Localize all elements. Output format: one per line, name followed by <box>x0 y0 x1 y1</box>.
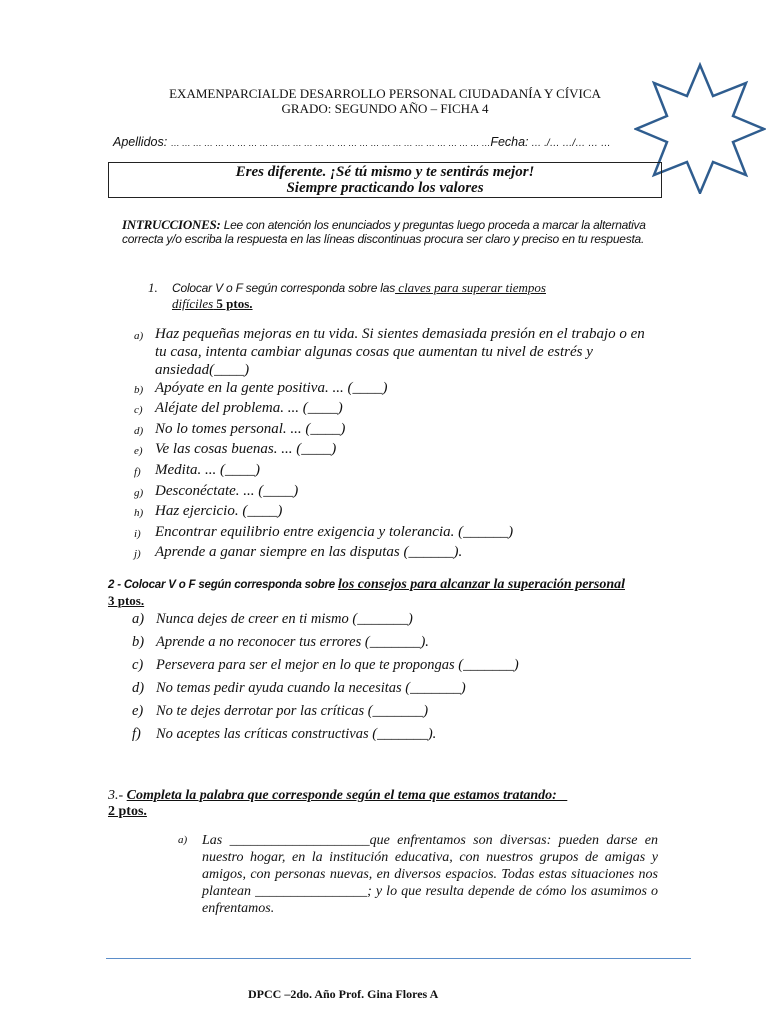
list-item <box>134 420 655 438</box>
apellidos-field[interactable]: … … … … … … … … … … … … … … … … … … … … … … … … … … … … … <box>170 138 491 148</box>
apellidos-label: Apellidos: <box>113 135 168 149</box>
item-marker: d) <box>134 425 144 437</box>
fecha-label: Fecha: <box>490 135 529 149</box>
list-item <box>132 725 656 743</box>
list-item <box>134 523 655 541</box>
item-marker: i) <box>134 528 141 540</box>
item-text: Nunca dejes de creer en ti mismo (_______) <box>156 611 413 627</box>
item-text: Medita. ... (____) <box>155 462 260 478</box>
motto-line-1: Eres diferente. ¡Sé tú mismo y te sentirás mejor! <box>235 164 535 180</box>
item-text: Encontrar equilibrio entre exigencia y tolerancia. (______) <box>155 524 514 540</box>
section1-heading-part2: claves para superar tiempos <box>395 280 546 295</box>
section1-number: 1. <box>148 280 158 295</box>
list-item <box>134 325 655 379</box>
footer-divider <box>106 958 691 959</box>
list-item <box>134 461 655 479</box>
section3-text: Las ____________________que enfrentamos son diversas: pueden darse en nuestro hogar, en la institución educativa, con nuestros grupos de amigas y amigos, con personas nuevas, en diversos espacios. Todas estas situaciones nos plantean ________________; y lo que resulta depende de cómo los asumimos o enfrentamos. <box>202 833 658 916</box>
item-text: Desconéctate. ... (____) <box>155 483 299 499</box>
section3-heading <box>108 788 668 820</box>
item-text: Persevera para ser el mejor en lo que te propongas (_______) <box>156 657 519 673</box>
list-item <box>132 679 656 697</box>
footer-text: DPCC –2do. Año Prof. Gina Flores A <box>248 987 439 1001</box>
list-item <box>134 379 655 397</box>
item-text: No te dejes derrotar por las críticas (_______) <box>156 703 429 719</box>
section1-heading <box>148 280 608 311</box>
list-item <box>132 633 656 651</box>
list-item <box>134 543 655 561</box>
instructions-text: Lee con atención los enunciados y preguntas luego proceda a marcar la alternativa correcta y/o escriba la respuesta en las líneas discontinuas procura ser claro y preciso en tu respuesta. <box>122 218 646 246</box>
list-item <box>134 482 655 500</box>
item-text: No aceptes las críticas constructivas (_______). <box>156 726 437 742</box>
list-item <box>132 656 656 674</box>
item-marker: f) <box>132 726 141 742</box>
item-text: No temas pedir ayuda cuando la necesitas (_______) <box>156 680 466 696</box>
item-marker: e) <box>132 703 144 719</box>
item-marker: a) <box>178 834 188 846</box>
item-marker: g) <box>134 487 144 499</box>
item-marker: c) <box>134 404 143 416</box>
list-item <box>134 399 655 417</box>
item-marker: d) <box>132 680 145 696</box>
section1-heading-part1: Colocar V o F según corresponda sobre las <box>172 281 396 295</box>
item-text: No lo tomes personal. ... (____) <box>155 421 346 437</box>
list-item <box>134 502 655 520</box>
item-marker: b) <box>132 634 145 650</box>
instructions-label: INTRUCCIONES: <box>122 217 221 232</box>
item-text: Aprende a ganar siempre en las disputas (______). <box>155 544 463 560</box>
list-item <box>134 440 655 458</box>
motto-line-2: Siempre practicando los valores <box>286 180 484 196</box>
grade-line: GRADO: SEGUNDO AÑO – FICHA 4 <box>281 101 489 116</box>
instructions <box>122 218 662 246</box>
item-marker: h) <box>134 507 144 519</box>
section3-title: Completa la palabra que corresponde según el tema que estamos tratando: <box>126 788 568 803</box>
section2-prefix: 2 - Colocar V o F según corresponda sobre <box>108 579 338 591</box>
item-text: Aléjate del problema. ... (____) <box>155 400 343 416</box>
item-marker: j) <box>134 548 141 560</box>
item-marker: a) <box>134 330 144 342</box>
section3-prefix: 3.- <box>108 788 127 803</box>
section2-points: 3 ptos. <box>108 593 145 608</box>
section3-points: 2 ptos. <box>108 804 147 819</box>
item-text: Aprende a no reconocer tus errores (_______). <box>156 634 429 650</box>
list-item <box>132 610 656 628</box>
student-info-line <box>113 135 611 149</box>
section1-points: 5 ptos. <box>213 296 253 311</box>
item-text: Ve las cosas buenas. ... (____) <box>155 441 337 457</box>
section2-heading <box>108 576 668 608</box>
item-marker: e) <box>134 445 143 457</box>
exam-title: EXAMENPARCIALDE DESARROLLO PERSONAL CIUDADANÍA Y CÍVICA <box>169 86 601 101</box>
item-text: Haz pequeñas mejoras en tu vida. Si sientes demasiada presión en el trabajo o en tu casa, intenta cambiar algunas cosas que aumentan tu nivel de estrés y ansiedad(____) <box>155 326 645 378</box>
list-item <box>132 702 656 720</box>
section1-heading-part3: difíciles <box>172 296 214 311</box>
item-marker: c) <box>132 657 144 673</box>
fecha-field[interactable]: … ./… …/… … … <box>528 138 611 149</box>
item-marker: f) <box>134 466 141 478</box>
motto-box <box>108 162 662 198</box>
item-text: Haz ejercicio. (____) <box>155 503 283 519</box>
item-text: Apóyate en la gente positiva. ... (____) <box>155 380 388 396</box>
section2-title: los consejos para alcanzar la superación personal <box>337 577 626 592</box>
item-marker: a) <box>132 611 145 627</box>
item-marker: b) <box>134 384 144 396</box>
